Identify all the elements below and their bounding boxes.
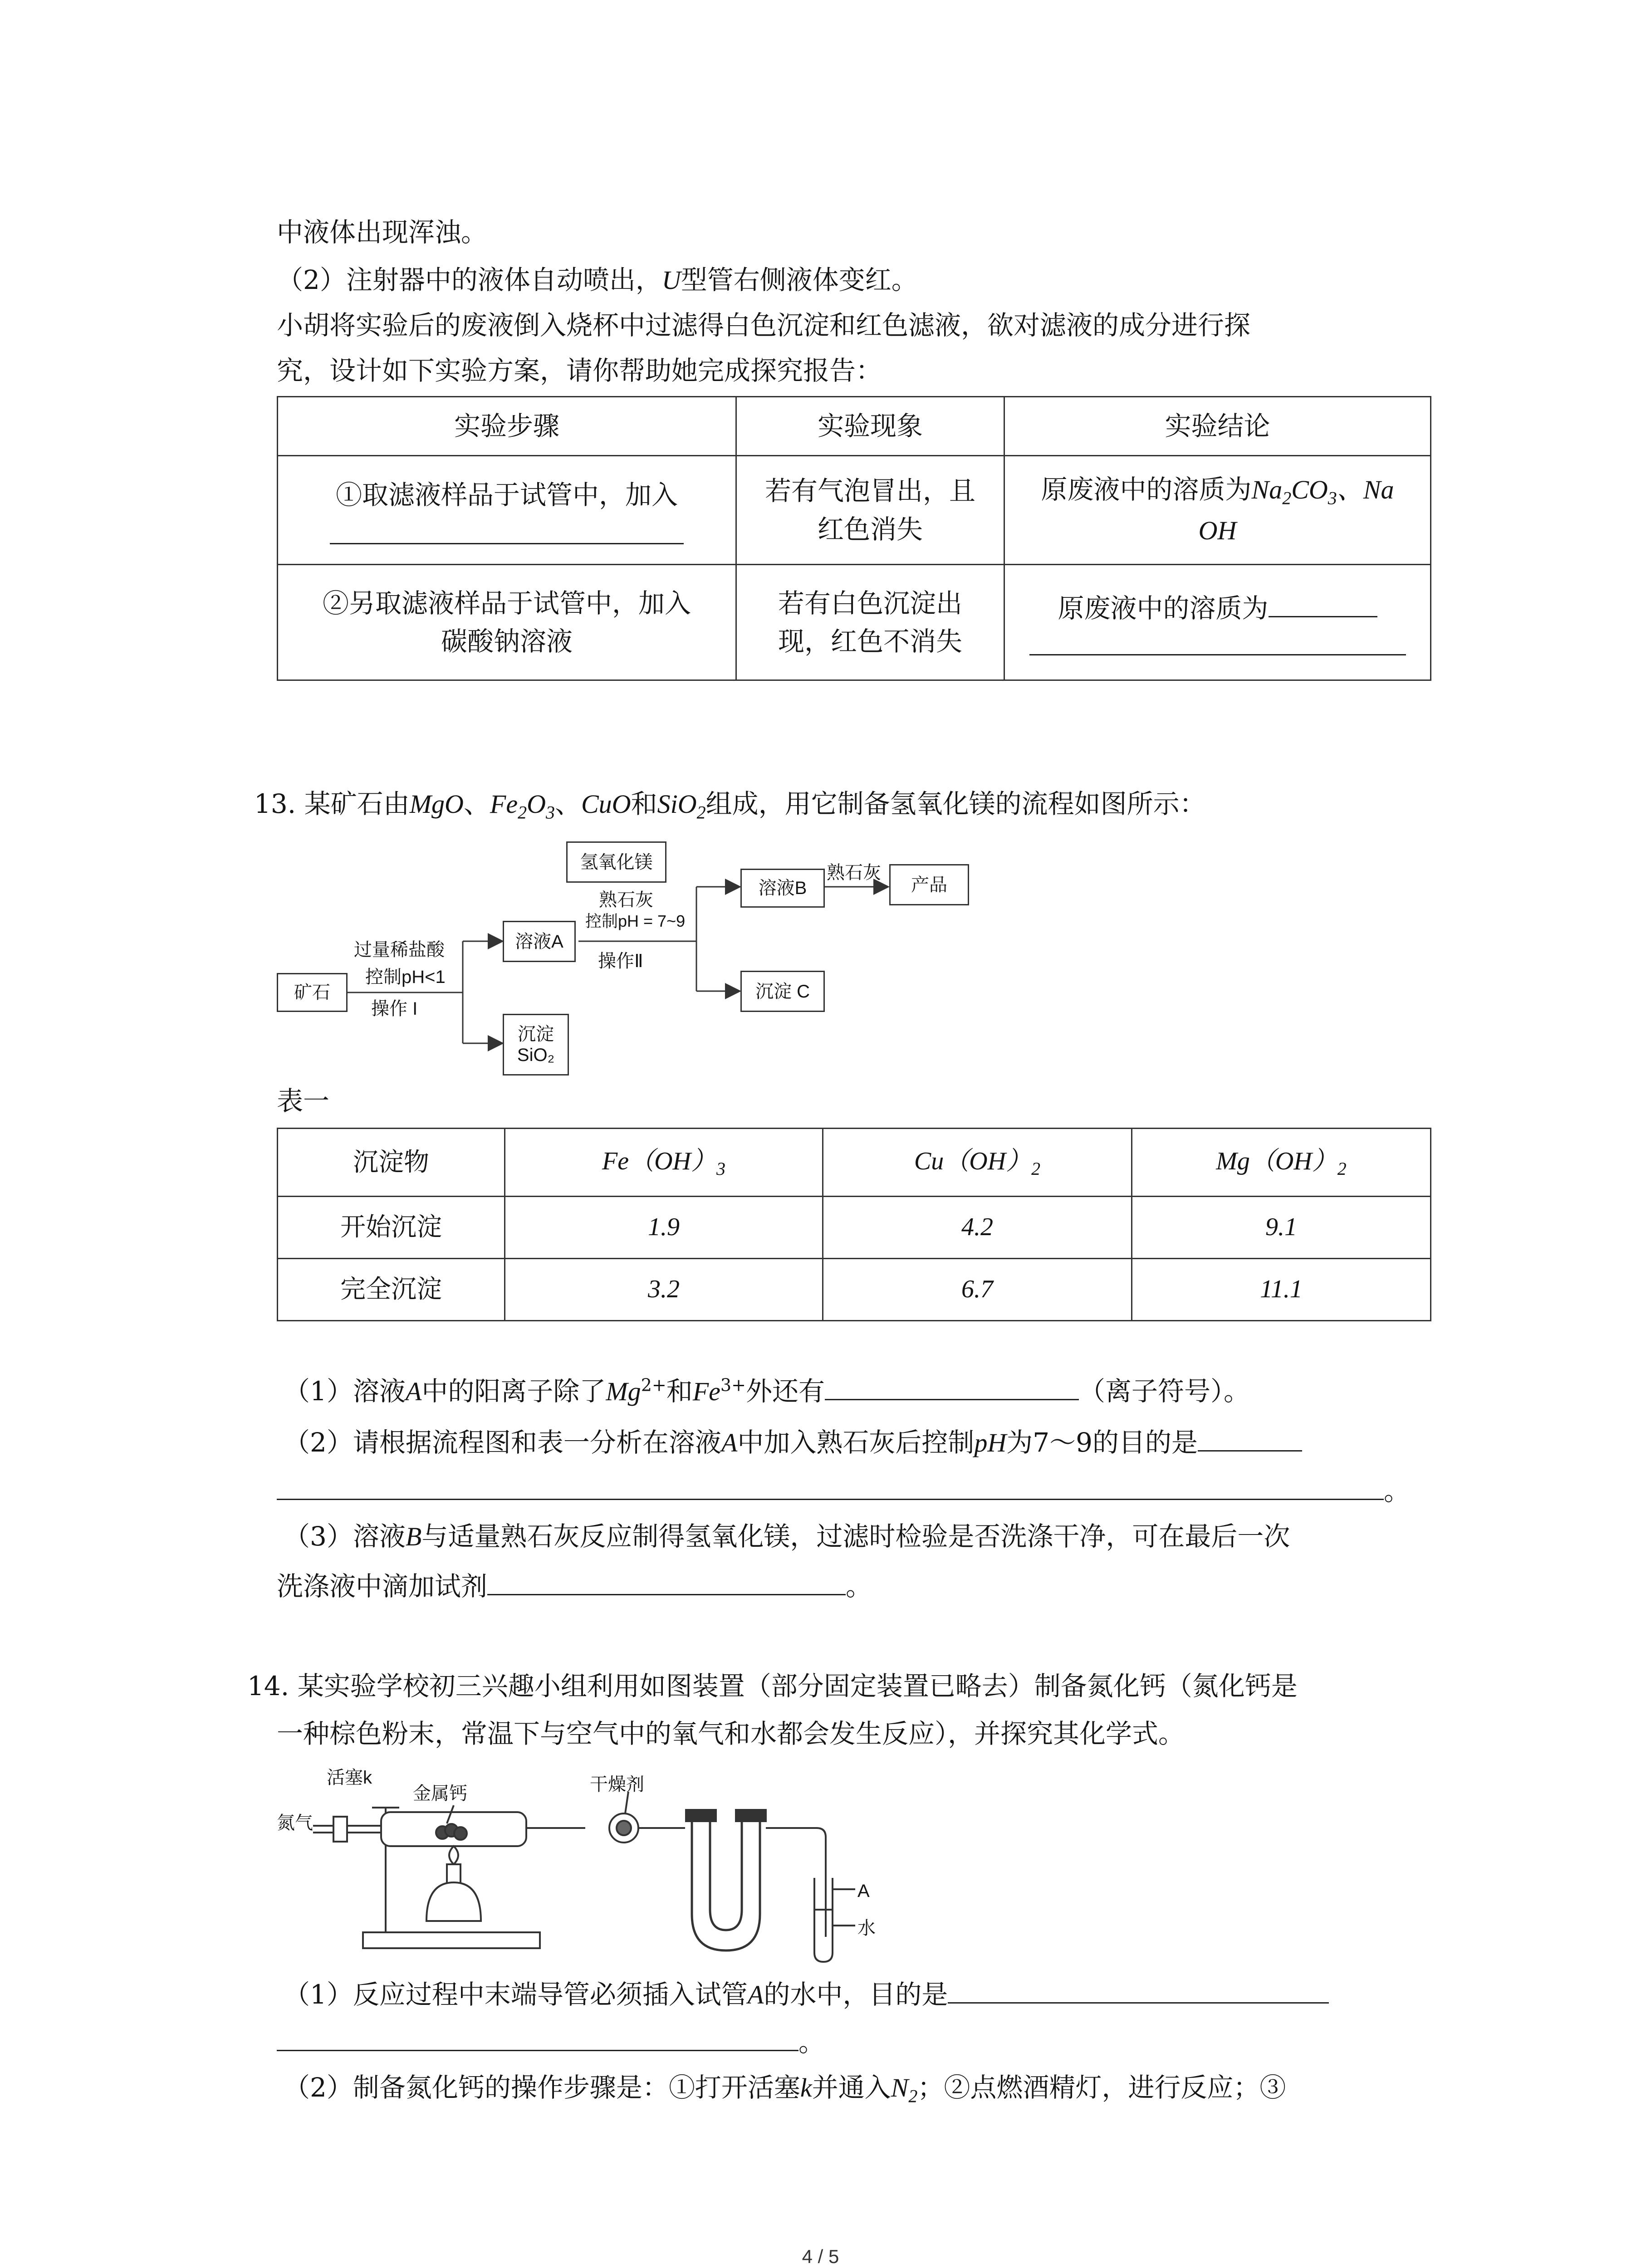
- table-header-cell: 实验结论: [1004, 397, 1431, 456]
- flow-label: 过量稀盐酸: [354, 940, 445, 960]
- question-14-part-1-cont: 。: [277, 2023, 825, 2061]
- answer-blank[interactable]: [277, 2027, 798, 2051]
- table-cell: 开始沉淀: [278, 1197, 505, 1259]
- nitrogen-label: 氮气: [277, 1813, 313, 1833]
- table-cell: ②另取滤液样品于试管中，加入 碳酸钠溶液: [278, 565, 736, 680]
- flow-label: 控制pH = 7~9: [585, 912, 686, 930]
- sio2-precipitate-box: 沉淀 SiO₂: [503, 1014, 569, 1075]
- table-cell: ①取滤液样品于试管中，加入: [278, 456, 736, 565]
- question-14-part-1: （1）反应过程中末端导管必须插入试管A的水中，目的是: [284, 1975, 1329, 2014]
- question-13-part-2-cont: 。: [277, 1472, 1410, 1510]
- text-line: 一种棕色粉末，常温下与空气中的氧气和水都会发生反应），并探究其化学式。: [277, 1718, 1185, 1749]
- desiccant-label: 干燥剂: [590, 1774, 644, 1794]
- test-tube-a-label: A: [857, 1881, 870, 1901]
- table-header-cell: 实验步骤: [278, 397, 736, 456]
- table-header-cell: $Mg(OH)_2$: [1132, 1129, 1431, 1197]
- calcium-label: 金属钙: [413, 1784, 467, 1804]
- table-cell: 1.9: [505, 1197, 823, 1259]
- table-header-cell: $Fe(OH)_3$: [505, 1129, 823, 1197]
- table-cell: 3.2: [505, 1259, 823, 1321]
- precipitate-c-box: 沉淀 C: [740, 971, 825, 1012]
- mg-hydroxide-box: 氢氧化镁: [566, 841, 666, 883]
- question-13-part-2: （2）请根据流程图和表一分析在溶液A中加入熟石灰后控制pH为7～9的目的是: [284, 1423, 1302, 1462]
- question-13-part-3: （3）溶液B与适量熟石灰反应制得氢氧化镁，过滤时检验是否洗涤干净，可在最后一次: [284, 1521, 1290, 1552]
- flow-label: 控制pH<1: [365, 967, 446, 987]
- solution-b-box: 溶液B: [740, 869, 825, 908]
- table-cell: 4.2: [823, 1197, 1132, 1259]
- table-cell: 6.7: [823, 1259, 1132, 1321]
- question-13-stem: 13. 某矿石由MgO、$Fe_2O_3$、CuO和SiO$_2$组成，用它制备氢氧化镁的流程如图所示：: [254, 788, 1206, 823]
- question-13-part-1: （1）溶液A中的阳离子除了$Mg^{2+}$和$Fe^{3+}$外还有 （离子符号）。: [284, 1375, 1250, 1407]
- table-cell: 完全沉淀: [278, 1259, 505, 1321]
- table-cell: 原废液中的溶质为: [1004, 565, 1431, 680]
- table-header-cell: 实验现象: [736, 397, 1004, 456]
- question-14-stem: 14. 某实验学校初三兴趣小组利用如图装置（部分固定装置已略去）制备氮化钙（氮化钙是: [247, 1671, 1298, 1701]
- flow-label: 操作 I: [371, 999, 418, 1019]
- flow-label: 熟石灰: [827, 863, 881, 883]
- page-number: 4 / 5: [802, 2246, 839, 2267]
- question-13-part-3-cont: 洗涤液中滴加试剂 。: [277, 1571, 872, 1602]
- valve-k-label: 活塞k: [327, 1768, 372, 1788]
- table-title: 表一: [277, 1085, 330, 1116]
- text-line: 小胡将实验后的废液倒入烧杯中过滤得白色沉淀和红色滤液，欲对滤液的成分进行探: [277, 310, 1251, 341]
- answer-blank[interactable]: [948, 1980, 1329, 2004]
- text-line: （2）注射器中的液体自动喷出，U型管右侧液体变红。: [277, 264, 918, 295]
- table-cell: 9.1: [1132, 1197, 1431, 1259]
- table-header-cell: 沉淀物: [278, 1129, 505, 1197]
- table-cell: 11.1: [1132, 1259, 1431, 1321]
- table-cell: 若有白色沉淀出 现，红色不消失: [736, 565, 1004, 680]
- ore-box: 矿石: [277, 973, 348, 1012]
- water-label: 水: [857, 1918, 876, 1938]
- flow-label: 操作Ⅱ: [598, 951, 643, 971]
- product-box: 产品: [889, 864, 969, 905]
- flow-label: 熟石灰: [599, 890, 653, 910]
- table-header-cell: $Cu(OH)_2$: [823, 1129, 1132, 1197]
- table-cell: 原废液中的溶质为$Na_2CO_3$、Na OH: [1004, 456, 1431, 565]
- question-14-part-2: （2）制备氮化钙的操作步骤是：①打开活塞k并通入$N_2$；②点燃酒精灯，进行反应；③: [284, 2072, 1286, 2107]
- table-cell: 若有气泡冒出，且 红色消失: [736, 456, 1004, 565]
- solution-a-box: 溶液A: [503, 921, 576, 962]
- text-line: 究，设计如下实验方案，请你帮助她完成探究报告：: [277, 355, 882, 386]
- text-line: 中液体出现浑浊。: [277, 217, 488, 248]
